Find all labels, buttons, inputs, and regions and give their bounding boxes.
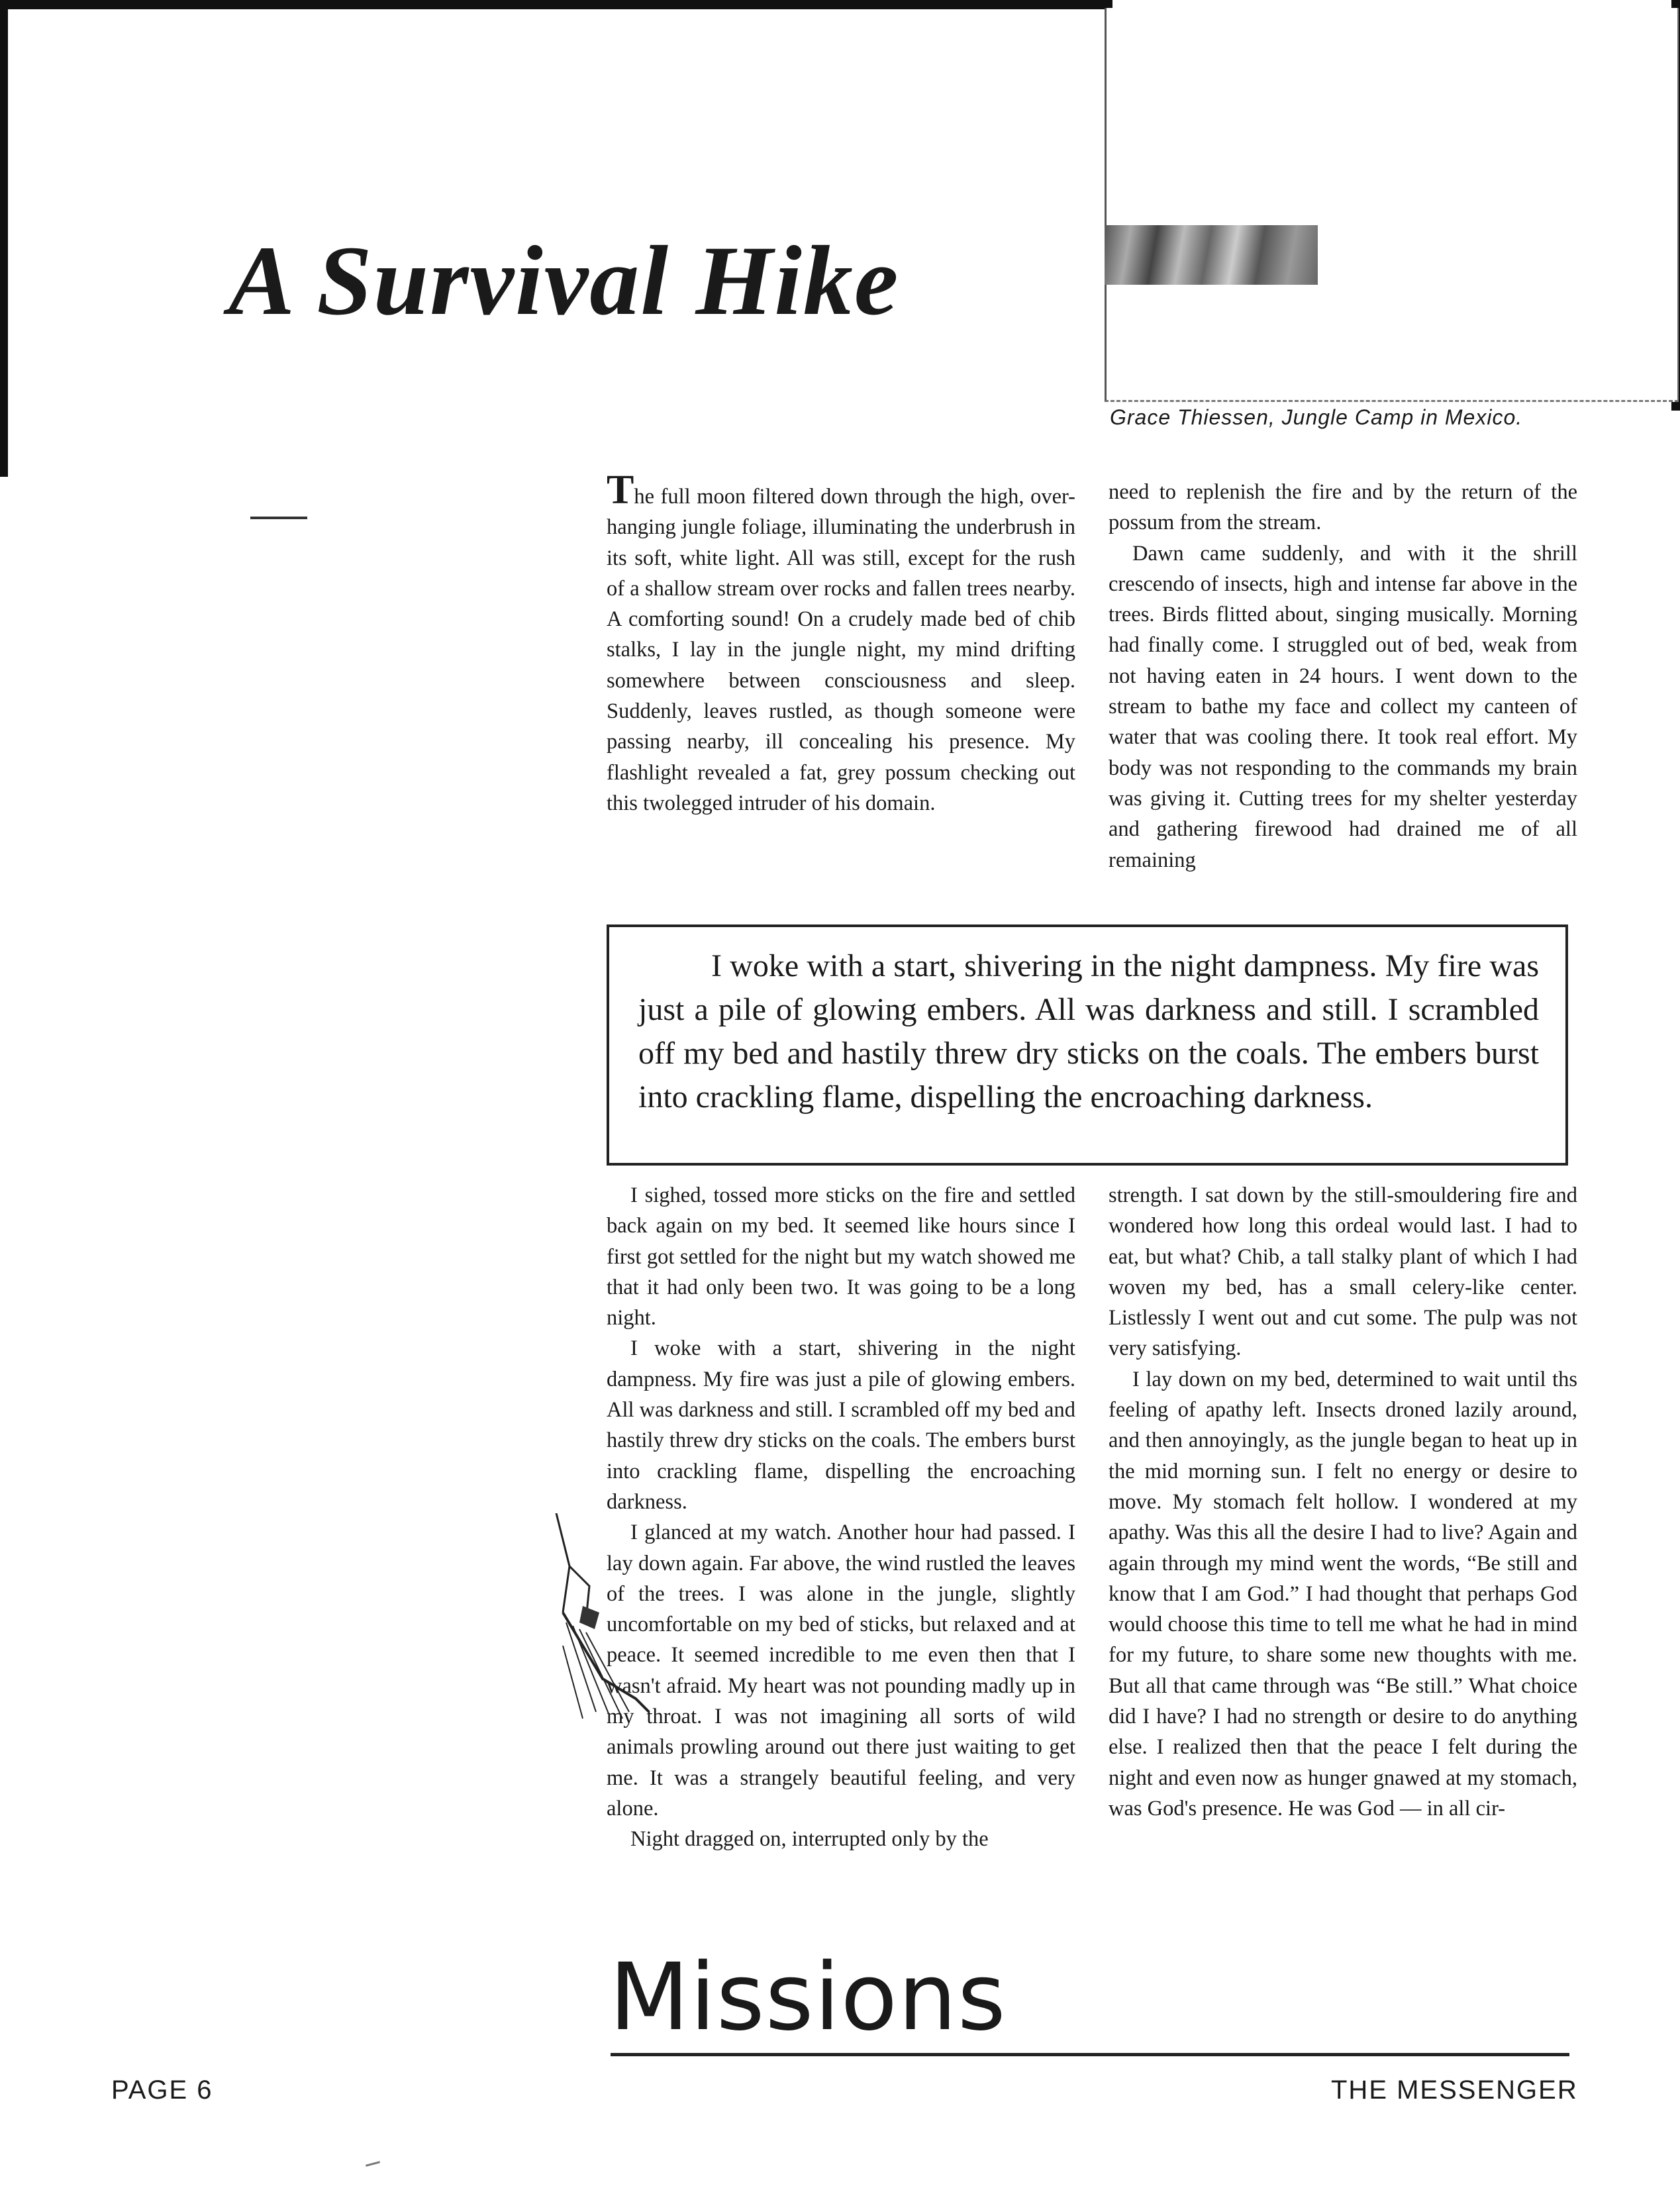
column-2-bottom [1109, 1180, 1577, 1824]
paragraph: need to replenish the fire and by the return of the possum from the stream. [1109, 480, 1577, 535]
paragraph: I woke with a start, shivering in the night dampness. My fire was just a pile of glowing embers. All was darkness and still. I scrambled off my bed and hastily threw dry sticks on the coals. The embers burst into crackling flame, dispelling the encroaching darkness. [607, 1336, 1075, 1514]
section-divider [611, 2053, 1569, 2056]
publication-name: THE MESSENGER [1331, 2075, 1578, 2105]
scan-speck [366, 2161, 380, 2167]
article-title: A Survival Hike [228, 226, 900, 336]
sketch-illustration [550, 1513, 656, 1732]
column-1-top [607, 468, 1075, 819]
pull-quote-box [607, 924, 1568, 1166]
section-title: Missions [609, 1944, 1007, 2052]
drop-cap: T [607, 468, 634, 513]
column-2-top [1109, 477, 1577, 875]
scan-edge-top [0, 0, 1112, 9]
photo-frame [1105, 8, 1679, 402]
column-1-bottom [607, 1180, 1075, 1855]
paragraph: Dawn came suddenly, and with it the shrill crescendo of insects, high and intense far above in the trees. Birds flitted about, singing musically. Morning had finally come. I struggled out of bed, weak from not having eaten in 24 hours. I went down to the stream to bathe my face and collect my canteen of water that was cooling there. It took real effort. My body was not responding to the commands my brain was giving it. Cutting trees for my shelter yesterday and gathering firewood had drained me of all remaining [1109, 541, 1577, 872]
margin-mark [250, 517, 307, 519]
paragraph: Night dragged on, interrupted only by the [630, 1827, 989, 1852]
paragraph: I glanced at my watch. Another hour had passed. I lay down again. Far above, the wind rustled the leaves of the trees. I was alone in the jungle, slightly uncomfortable on my bed of sticks, but relaxed and at peace. It seemed incredible to me even then that I wasn't afraid. My heart was not pounding madly up in my throat. I was not imagining all sorts of wild animals prowling around out there just waiting to get me. It was a strangely beautiful feeling, and very alone. [607, 1521, 1075, 1820]
paragraph: I sighed, tossed more sticks on the fire and settled back again on my bed. It seemed like hours since I first got settled for the night but my watch showed me that it had only been two. It was going to be a long night. [607, 1183, 1075, 1330]
pull-quote-text: I woke with a start, shivering in the night dampness. My fire was just a pile of glowing embers. All was darkness and still. I scrambled off my bed and hastily threw dry sticks on the coals. The embers burst into crackling flame, dispelling the encroaching darkness. [638, 948, 1539, 1115]
scan-edge-left [0, 0, 8, 477]
paragraph [607, 468, 1075, 819]
photo-caption: Grace Thiessen, Jungle Camp in Mexico. [1110, 405, 1523, 429]
paragraph: strength. I sat down by the still-smouldering fire and wondered how long this ordeal would last. I had to eat, but what? Chib, a tall stalky plant of which I had woven my bed, has a small celery-like center. Listlessly I went out and cut some. The pulp was not very satisfying. [1109, 1183, 1577, 1361]
paragraph-text: he full moon filtered down through the high, over-hanging jungle foliage, illuminating the underbrush in its soft, white light. All was still, except for the rush of a shallow stream over rocks and fallen trees nearby. A comforting sound! On a crudely made bed of chib stalks, I lay in the jungle night, my mind drifting somewhere between consciousness and sleep. Suddenly, leaves rustled, as though someone were passing nearby, ill concealing his presence. My flashlight revealed a fat, grey possum checking out this twolegged intruder of his domain. [607, 485, 1075, 815]
page-number: PAGE 6 [111, 2075, 213, 2105]
photo-remnant [1105, 225, 1318, 285]
paragraph: I lay down on my bed, determined to wait until ths feeling of apathy left. Insects droned lazily around, and then annoyingly, as the jungle began to heat up in the mid morning sun. I felt no energy or desire to move. My stomach felt hollow. I wondered at my apathy. Was this all the desire I had to live? Again and again through my mind went the words, “Be still and know that I am God.” I had thought that perhaps God would choose this time to tell me what he had in mind for my future, to share some new thoughts with me. But all that came through was “Be still.” What choice did I have? I had no strength or desire to do anything else. I realized then that the peace I felt during the night and even now as hunger gnawed at my stomach, was God's presence. He was God — in all cir- [1109, 1367, 1577, 1820]
